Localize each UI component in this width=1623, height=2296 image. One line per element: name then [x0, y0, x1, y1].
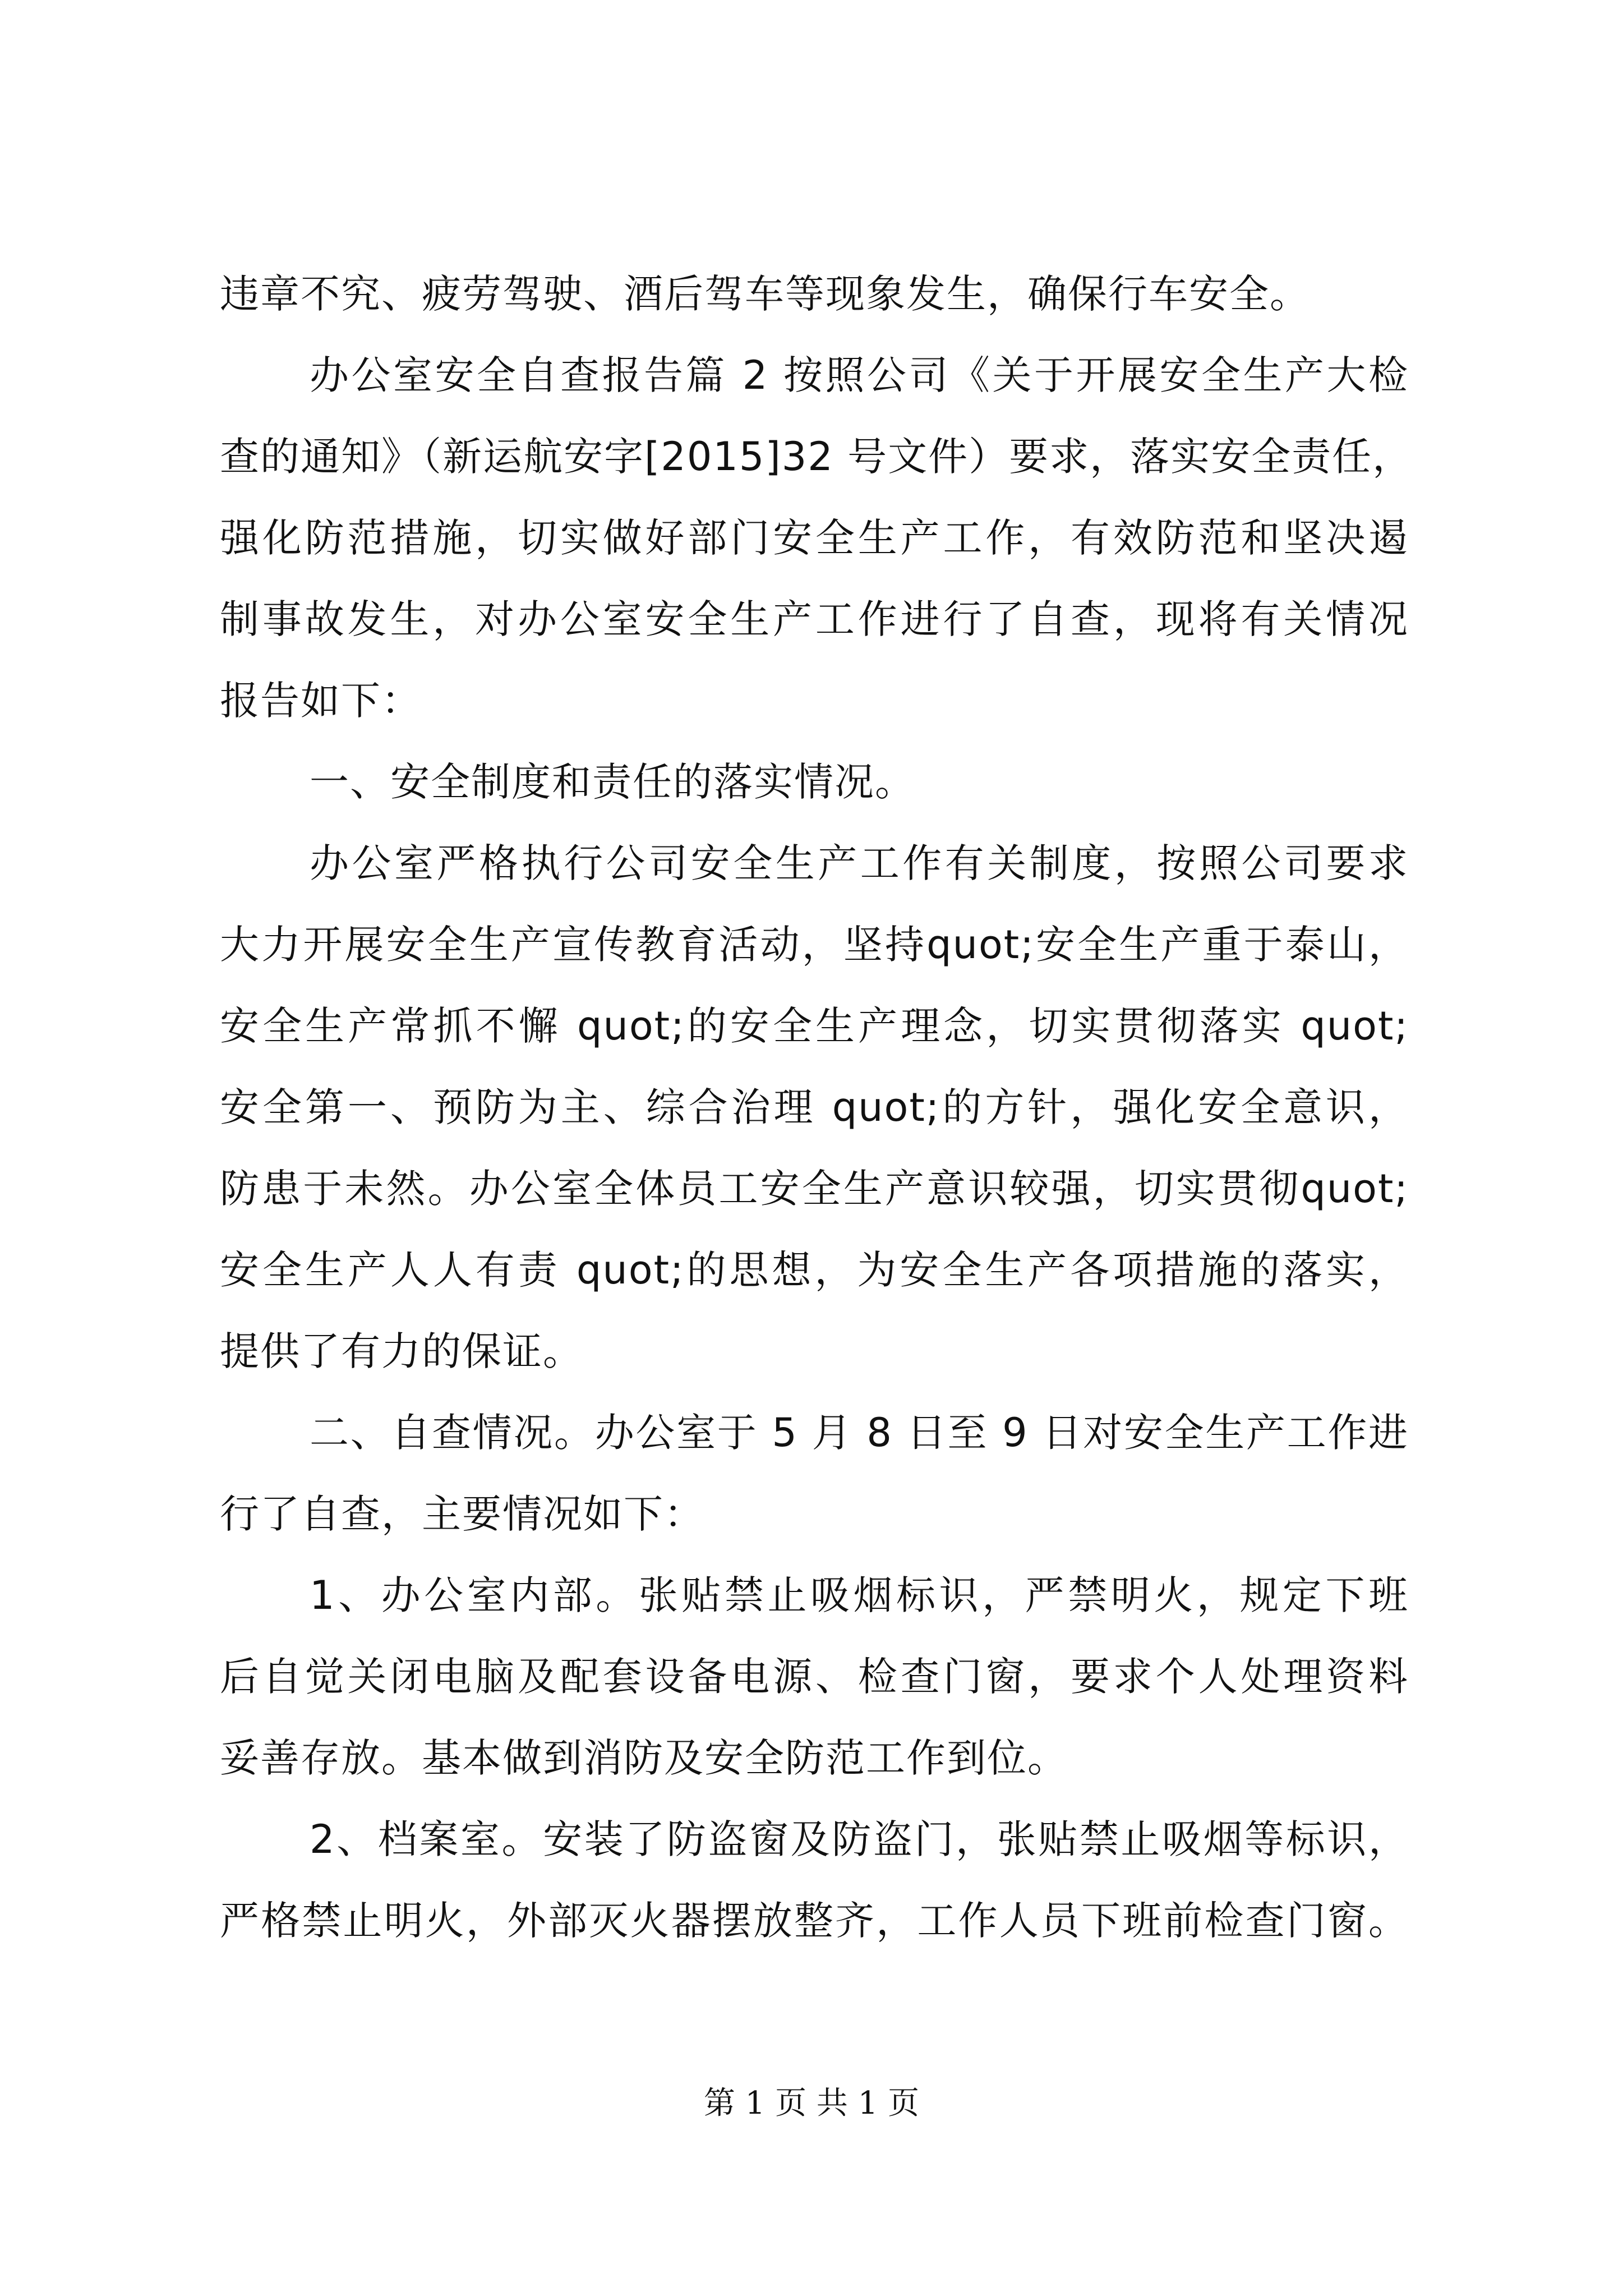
text-line: 办公室安全自查报告篇 2 按照公司《关于开展安全生产大检 [310, 352, 1409, 398]
text-line: 安全生产人人有责 quot;的思想，为安全生产各项措施的落实， [220, 1247, 1409, 1293]
text-line: 严格禁止明火，外部灭火器摆放整齐，工作人员下班前检查门窗。 [220, 1898, 1409, 1944]
text-line: 妥善存放。基本做到消防及安全防范工作到位。 [220, 1735, 1068, 1781]
text-line: 1、办公室内部。张贴禁止吸烟标识，严禁明火，规定下班 [310, 1572, 1409, 1618]
text-line: 二、自查情况。办公室于 5 月 8 日至 9 日对安全生产工作进 [310, 1410, 1409, 1456]
text-line: 后自觉关闭电脑及配套设备电源、检查门窗，要求个人处理资料 [220, 1654, 1409, 1700]
text-line: 一、安全制度和责任的落实情况。 [310, 759, 915, 805]
text-line: 行了自查，主要情况如下： [220, 1491, 704, 1537]
document-body [220, 254, 1413, 1962]
text-line: 安全生产常抓不懈 quot;的安全生产理念，切实贯彻落实 quot; [220, 1003, 1409, 1049]
text-line: 安全第一、预防为主、综合治理 quot;的方针，强化安全意识， [220, 1084, 1409, 1130]
text-line: 2、档案室。安装了防盗窗及防盗门，张贴禁止吸烟等标识， [310, 1816, 1409, 1862]
text-line: 办公室严格执行公司安全生产工作有关制度，按照公司要求 [310, 840, 1409, 886]
text-line: 大力开展安全生产宣传教育活动，坚持quot;安全生产重于泰山， [220, 922, 1409, 968]
text-line: 查的通知》（新运航安字[2015]32 号文件）要求，落实安全责任， [220, 434, 1413, 480]
text-line: 强化防范措施，切实做好部门安全生产工作，有效防范和坚决遏 [220, 515, 1409, 561]
page-footer: 第 1 页 共 1 页 [703, 2085, 920, 2122]
text-line: 违章不究、疲劳驾驶、酒后驾车等现象发生，确保行车安全。 [220, 271, 1310, 317]
text-line: 防患于未然。办公室全体员工安全生产意识较强，切实贯彻quot; [220, 1166, 1409, 1212]
text-line: 制事故发生，对办公室安全生产工作进行了自查，现将有关情况 [220, 596, 1409, 642]
text-line: 报告如下： [220, 678, 422, 724]
text-line: 提供了有力的保证。 [220, 1328, 583, 1374]
